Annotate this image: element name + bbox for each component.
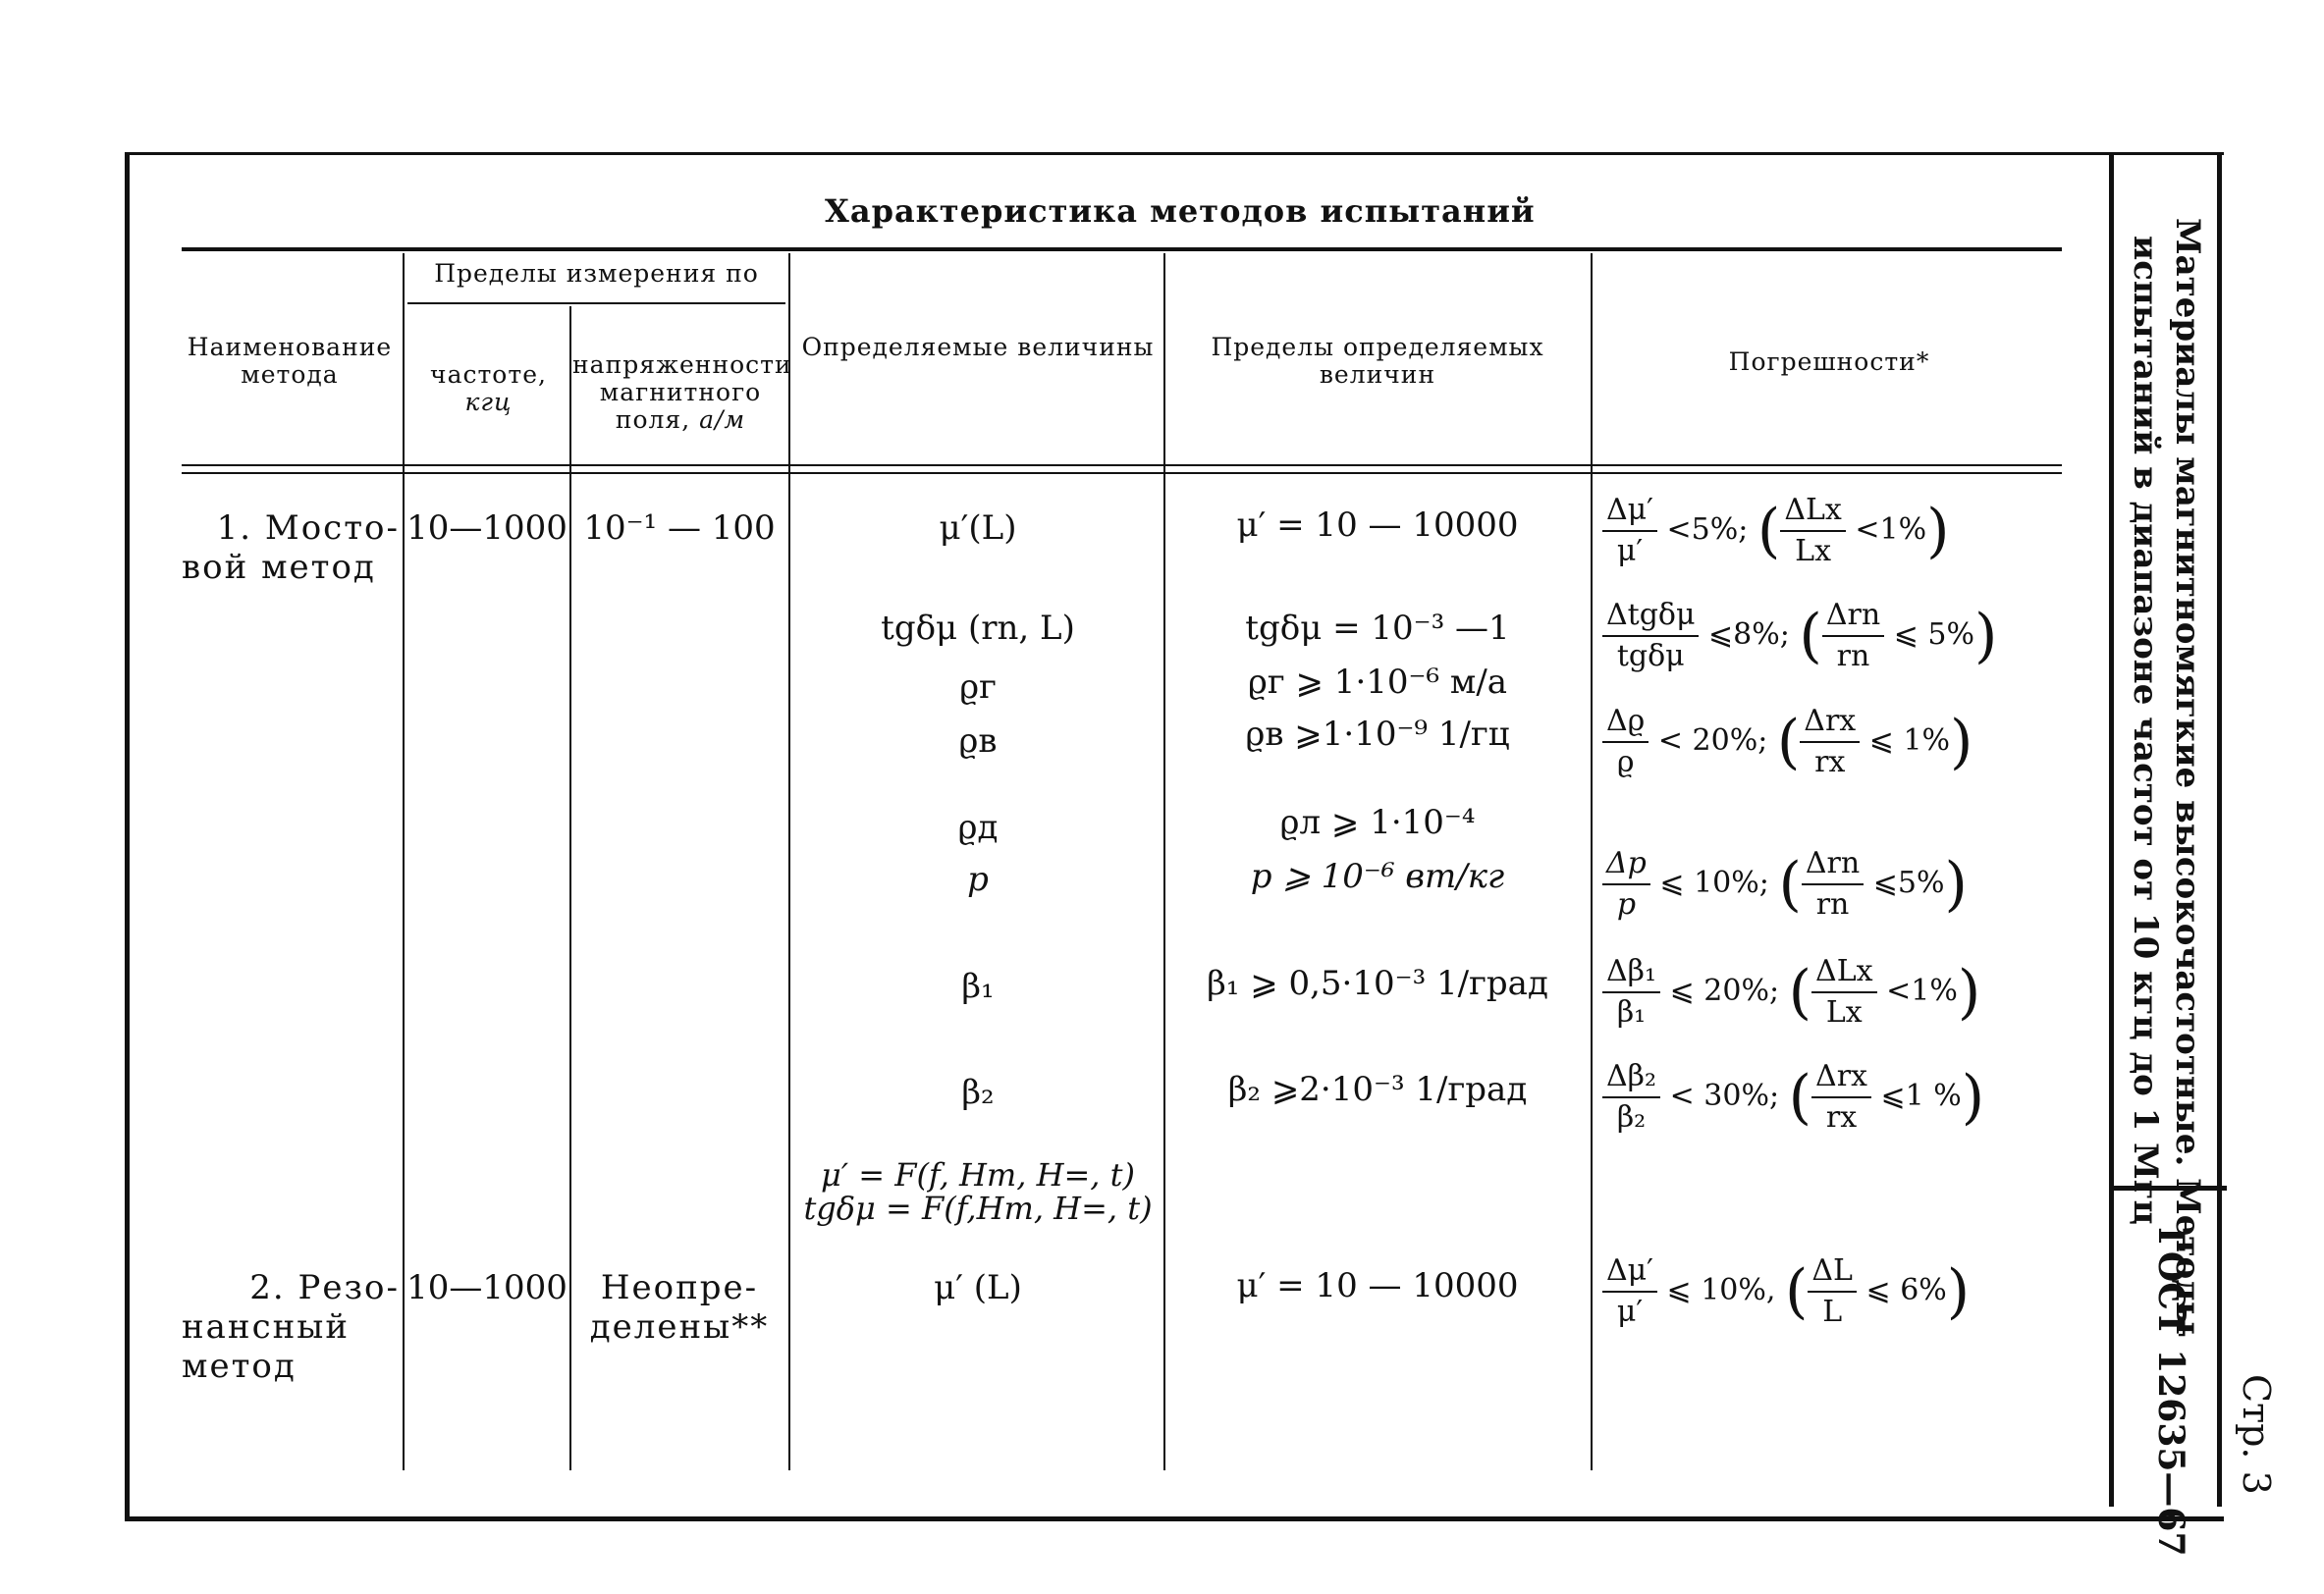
range-1: μ′ = 10 — 10000 xyxy=(1236,505,1519,545)
error-2: $\frac{\text{Δtgδμ}}{\text{tgδμ}}$ ⩽8%; ( $\frac{\text{Δrn}}{rn}$ ⩽ 5%) xyxy=(1602,596,2064,676)
quantity-6: p xyxy=(967,860,989,899)
method-1-name: 1. Мосто- вой метод xyxy=(182,508,400,587)
header-quantities: Определяемые величины xyxy=(801,333,1155,361)
quantity-4: ϱв xyxy=(958,721,998,761)
quantity-9a: μ′ = F(f, Hm, H=, t) xyxy=(821,1156,1135,1194)
side-panel-border-left xyxy=(2109,152,2114,1507)
method-2-freq: 10—1000 xyxy=(406,1268,567,1307)
header-top-rule xyxy=(182,247,2062,251)
col-rule-3 xyxy=(788,253,790,1470)
method-1-freq: 10—1000 xyxy=(406,508,567,548)
method-2-field: Неопре- делены** xyxy=(589,1268,770,1347)
header-bottom-rule-2 xyxy=(182,472,2062,474)
error-6: $\frac{\text{Δβ₂}}{\text{β₂}}$ < 30%; ( $\frac{\text{Δrx}}{rx}$ ⩽1 %) xyxy=(1602,1057,2064,1138)
range-6: p ⩾ 10⁻⁶ вт/кг xyxy=(1250,857,1505,896)
side-panel-border-right xyxy=(2217,152,2222,1507)
header-errors: Погрешности* xyxy=(1728,347,1930,376)
range-4: ϱв ⩾1·10⁻⁹ 1/гц xyxy=(1245,715,1510,754)
header-method-name: Наименование метода xyxy=(187,333,393,389)
document-title-line-2: испытаний в диапазоне частот от 10 кгц до 1 Мгц xyxy=(2126,236,2165,1225)
range-8: β₂ ⩾2·10⁻³ 1/град xyxy=(1227,1070,1528,1109)
limits-group-rule xyxy=(407,302,785,304)
table-title: Характеристика методов испытаний xyxy=(825,192,1536,230)
header-frequency: частоте, кгц xyxy=(430,360,547,416)
col-rule-5 xyxy=(1591,253,1593,1470)
error-1: $\frac{\Delta\mu'}{\mu'}$ <5%; ( $\frac{\text{ΔLx}}{Lx}$ <1%) xyxy=(1602,491,2064,571)
method-1-field: 10⁻¹ — 100 xyxy=(583,508,776,548)
range-7: β₁ ⩾ 0,5·10⁻³ 1/град xyxy=(1207,964,1548,1003)
header-bottom-rule-1 xyxy=(182,464,2062,466)
range-5: ϱл ⩾ 1·10⁻⁴ xyxy=(1279,803,1476,842)
quantity-5: ϱд xyxy=(957,808,999,847)
document-title-line-1: Материалы магнитномягкие высокочастотные. Методы xyxy=(2168,218,2207,1335)
range-10: μ′ = 10 — 10000 xyxy=(1236,1266,1519,1305)
quantity-9b: tgδμ = F(f,Hm, H=, t) xyxy=(803,1190,1153,1227)
range-3: ϱг ⩾ 1·10⁻⁶ м/а xyxy=(1247,663,1508,702)
quantity-10: μ′ (L) xyxy=(934,1268,1022,1307)
quantity-7: β₁ xyxy=(961,967,995,1006)
header-field-strength: напряженности магнитного поля, а/м xyxy=(572,350,792,434)
error-3: $\frac{\Delta ϱ}{ϱ}$ < 20%; ( $\frac{\text{Δrx}}{rx}$ ⩽ 1%) xyxy=(1602,702,2064,782)
header-ranges: Пределы определяемых величин xyxy=(1211,333,1544,389)
quantity-2: tgδμ (rn, L) xyxy=(881,609,1075,648)
method-2-name: 2. Резо- нансный метод xyxy=(182,1268,400,1386)
header-limits-group: Пределы измерения по xyxy=(434,259,759,288)
quantity-3: ϱг xyxy=(959,667,997,707)
quantity-8: β₂ xyxy=(961,1073,995,1112)
quantity-1: μ′(L) xyxy=(939,508,1017,548)
range-2: tgδμ = 10⁻³ —1 xyxy=(1245,609,1510,648)
error-4: $\frac{\Delta p}{p}$ ⩽ 10%; ( $\frac{\text{Δrn}}{rn}$ ⩽5%) xyxy=(1602,844,2064,925)
page-number: Стр. 3 xyxy=(2235,1374,2278,1495)
error-5: $\frac{\text{Δβ₁}}{\text{β₁}}$ ⩽ 20%; ( $\frac{\text{ΔLx}}{Lx}$ <1%) xyxy=(1602,952,2064,1033)
error-7: $\frac{\Delta\mu'}{\mu'}$ ⩽ 10%, ( $\frac{\Delta L}{L}$ ⩽ 6%) xyxy=(1602,1251,2064,1332)
gost-number: ГОСТ 12635—67 xyxy=(2150,1227,2191,1557)
